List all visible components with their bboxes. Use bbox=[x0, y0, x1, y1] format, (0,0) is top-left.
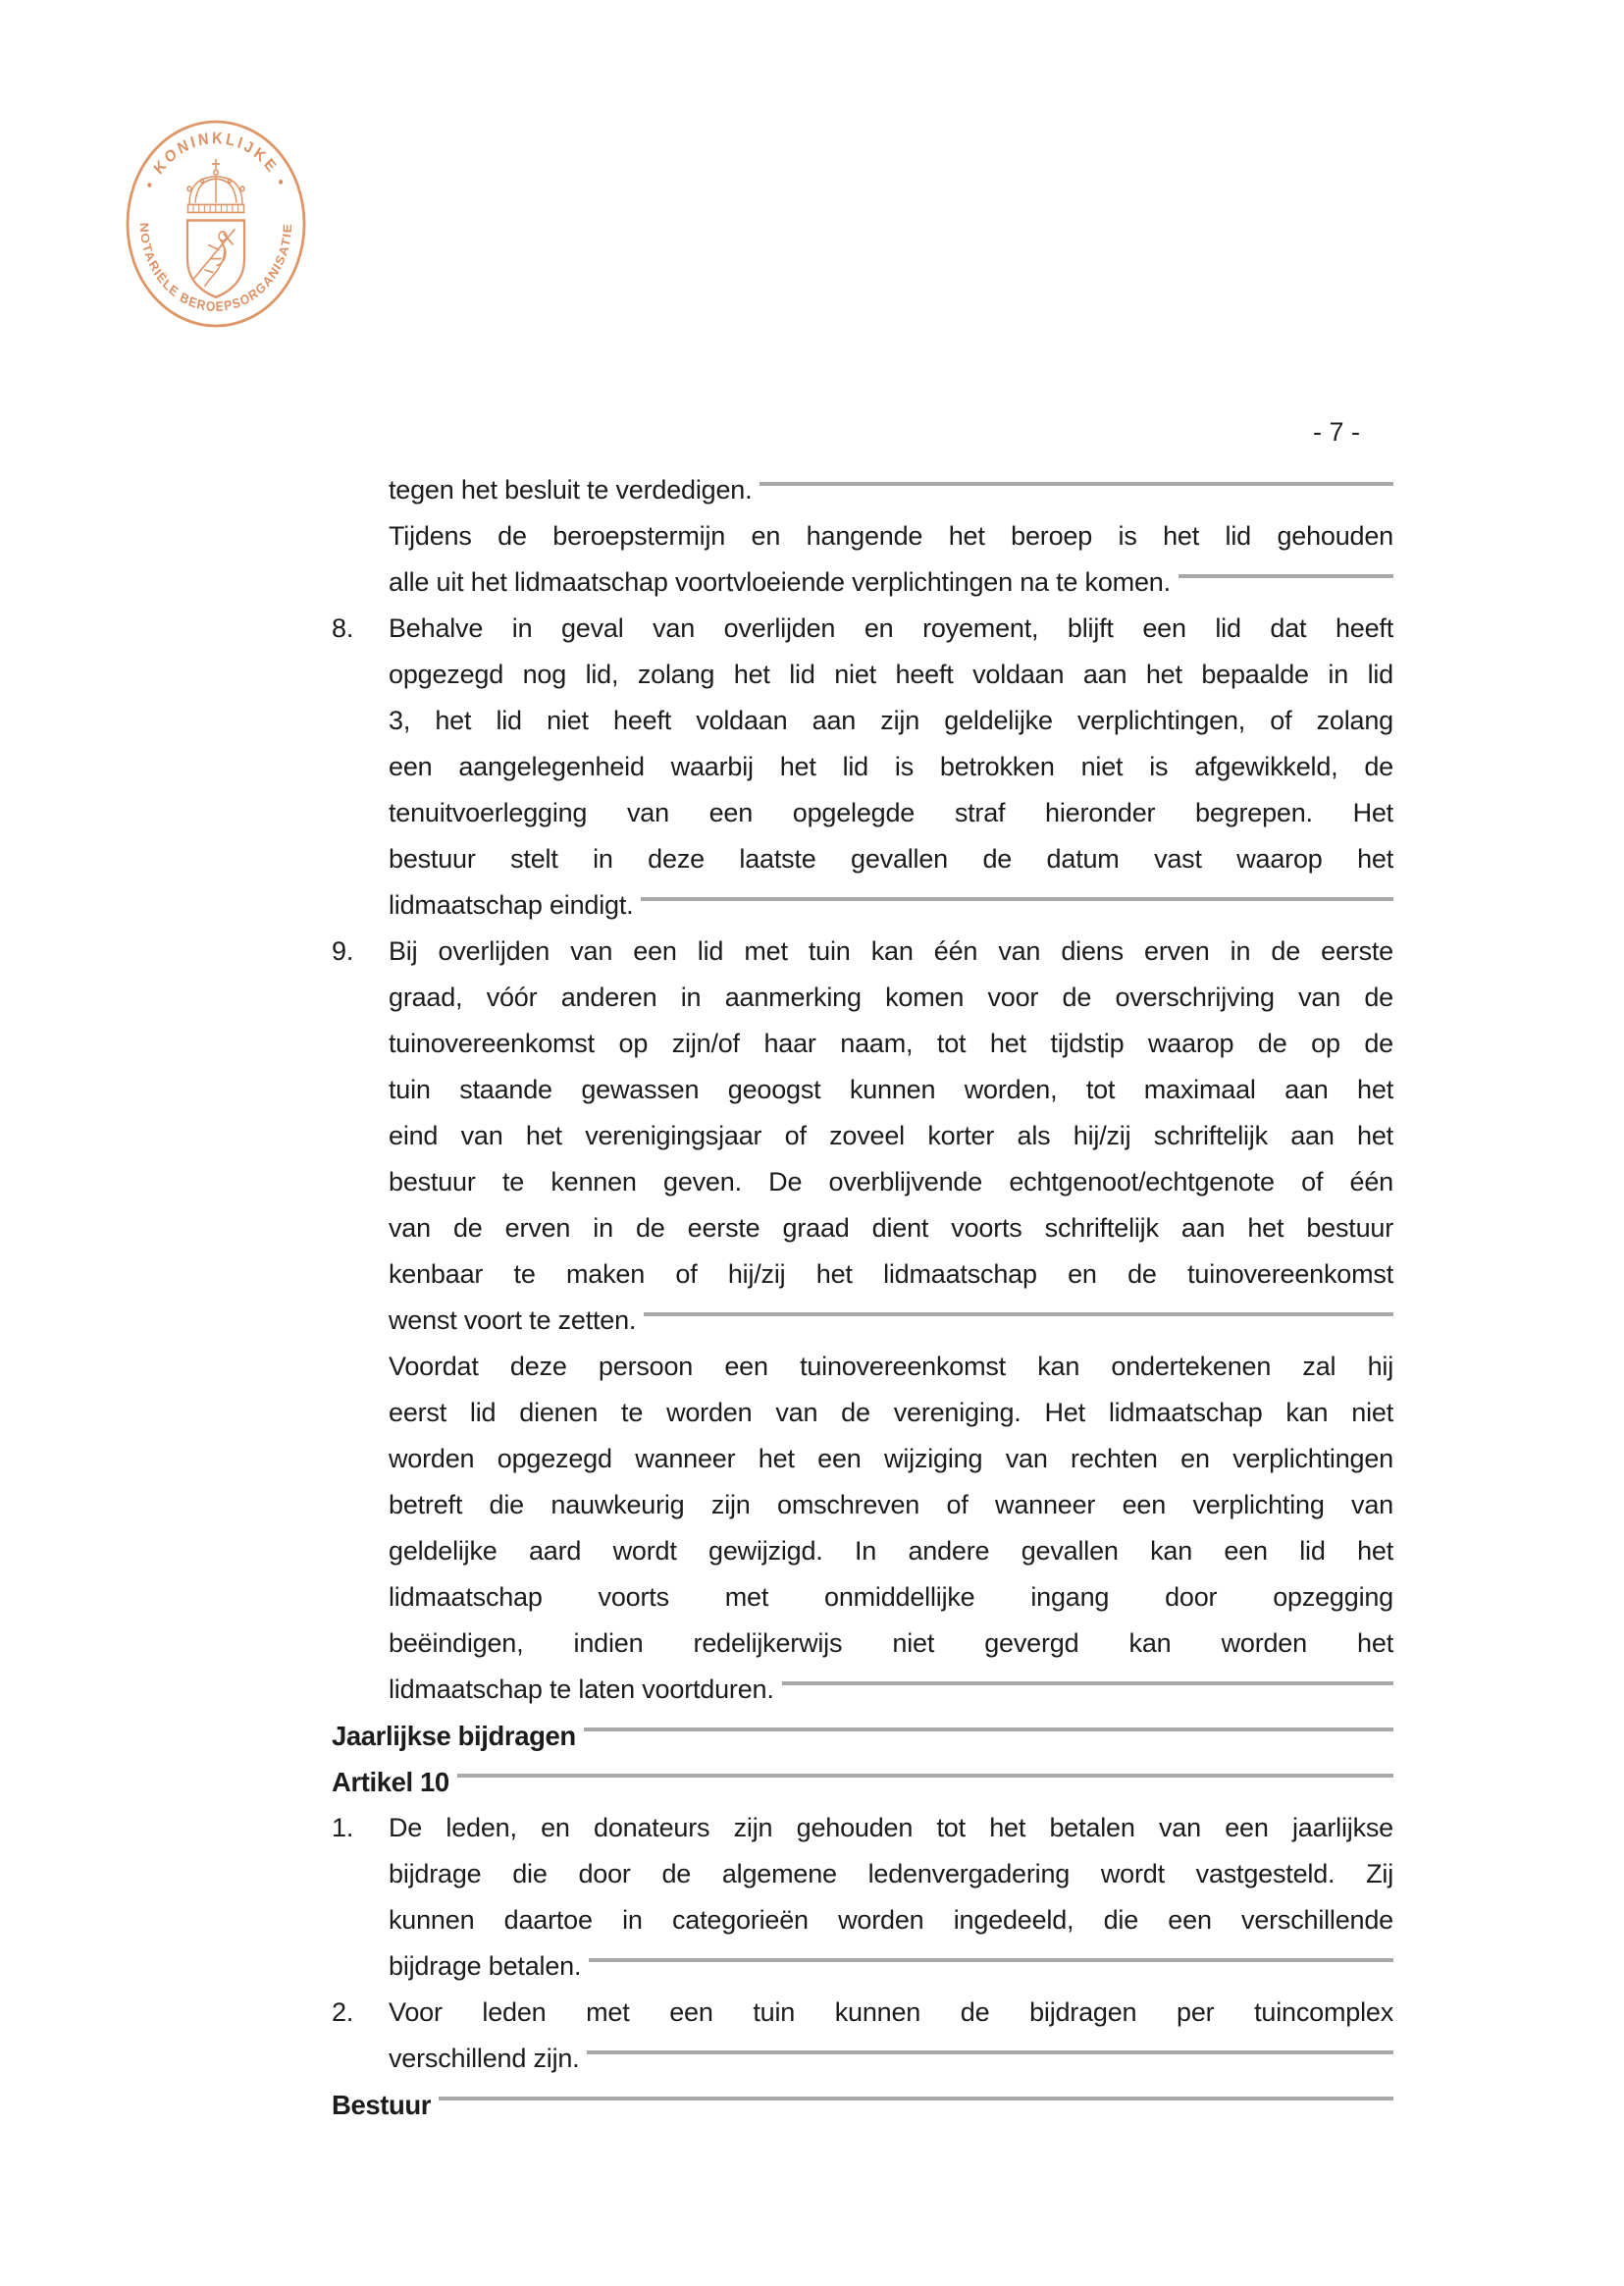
heading-text: Artikel 10 bbox=[332, 1767, 449, 1797]
line-text: een aangelegenheid waarbij het lid is betrokken niet is afgewikkeld, de bbox=[389, 752, 1393, 781]
text-line bbox=[389, 1067, 1393, 1113]
line-text: tenuitvoerlegging van een opgelegde straf hieronder begrepen. Het bbox=[389, 798, 1393, 827]
line-text: beëindigen, indien redelijkerwijs niet gevergd kan worden het bbox=[389, 1628, 1393, 1658]
line-text: lidmaatschap eindigt. bbox=[389, 890, 634, 920]
line-text: eind van het verenigingsjaar of zoveel korter als hij/zij schriftelijk aan het bbox=[389, 1121, 1393, 1150]
line-text: opgezegd nog lid, zolang het lid niet heeft voldaan aan het bepaalde in lid bbox=[389, 660, 1393, 689]
text-line bbox=[389, 1251, 1393, 1298]
filler-line bbox=[439, 2097, 1393, 2100]
line-text: kenbaar te maken of hij/zij het lidmaatschap en de tuinovereenkomst bbox=[389, 1259, 1393, 1289]
text-line bbox=[389, 836, 1393, 882]
text-line bbox=[389, 1390, 1393, 1436]
text-line bbox=[389, 790, 1393, 836]
line-text: bestuur stelt in deze laatste gevallen de datum vast waarop het bbox=[389, 844, 1393, 874]
text-line bbox=[332, 1990, 1393, 2036]
seal-ring-bottom-text: NOTARIËLE BEROEPSORGANISATIE bbox=[137, 222, 294, 315]
text-line bbox=[389, 1205, 1393, 1251]
text-line bbox=[332, 606, 1393, 652]
heading-line bbox=[332, 1713, 1393, 1759]
text-line bbox=[389, 1621, 1393, 1667]
text-line bbox=[389, 1897, 1393, 1943]
line-text: tuin staande gewassen geoogst kunnen worden, tot maximaal aan het bbox=[389, 1075, 1393, 1104]
line-text: tuinovereenkomst op zijn/of haar naam, tot het tijdstip waarop de op de bbox=[389, 1029, 1393, 1058]
text-line bbox=[389, 975, 1393, 1021]
heading-text: Bestuur bbox=[332, 2090, 432, 2120]
line-text: wenst voort te zetten. bbox=[389, 1305, 637, 1335]
seal-shield-lion-icon bbox=[187, 221, 244, 297]
seal-ring-top-text: • KONINKLIJKE • bbox=[141, 130, 290, 192]
heading-line bbox=[332, 1759, 1393, 1805]
text-line bbox=[389, 1667, 1393, 1713]
line-text: kunnen daartoe in categorieën worden ingedeeld, die een verschillende bbox=[389, 1905, 1393, 1935]
item-number: 1. bbox=[332, 1813, 354, 1842]
filler-line bbox=[589, 1958, 1393, 1962]
item-number: 8. bbox=[332, 613, 354, 643]
text-line bbox=[389, 744, 1393, 790]
line-text: worden opgezegd wanneer het een wijziging van rechten en verplichtingen bbox=[389, 1444, 1393, 1473]
line-text: 3, het lid niet heeft voldaan aan zijn geldelijke verplichtingen, of zolang bbox=[389, 706, 1393, 735]
line-text: geldelijke aard wordt gewijzigd. In andere gevallen kan een lid het bbox=[389, 1536, 1393, 1566]
line-text: De leden, en donateurs zijn gehouden tot het betalen van een jaarlijkse bbox=[389, 1813, 1393, 1842]
heading-text: Jaarlijkse bijdragen bbox=[332, 1721, 576, 1751]
line-text: Voor leden met een tuin kunnen de bijdragen per tuincomplex bbox=[389, 1997, 1393, 2027]
text-line bbox=[389, 1851, 1393, 1897]
heading-line bbox=[332, 2082, 1393, 2128]
text-line bbox=[389, 1159, 1393, 1205]
text-line bbox=[389, 652, 1393, 698]
text-line bbox=[389, 513, 1393, 559]
text-line bbox=[389, 1021, 1393, 1067]
line-text: verschillend zijn. bbox=[389, 2044, 580, 2073]
line-text: Tijdens de beroepstermijn en hangende het beroep is het lid gehouden bbox=[389, 521, 1393, 551]
line-text: lidmaatschap te laten voortduren. bbox=[389, 1675, 774, 1704]
text-line bbox=[389, 1943, 1393, 1990]
text-line bbox=[389, 698, 1393, 744]
line-text: eerst lid dienen te worden van de vereniging. Het lidmaatschap kan niet bbox=[389, 1398, 1393, 1427]
line-text: Voordat deze persoon een tuinovereenkomst kan ondertekenen zal hij bbox=[389, 1352, 1393, 1381]
line-text: graad, vóór anderen in aanmerking komen voor de overschrijving van de bbox=[389, 983, 1393, 1012]
line-text: bijdrage die door de algemene ledenvergadering wordt vastgesteld. Zij bbox=[389, 1859, 1393, 1888]
line-text: alle uit het lidmaatschap voortvloeiende verplichtingen na te komen. bbox=[389, 567, 1171, 597]
line-text: lidmaatschap voorts met onmiddellijke ingang door opzegging bbox=[389, 1582, 1393, 1612]
line-text: Bij overlijden van een lid met tuin kan één van diens erven in de eerste bbox=[389, 936, 1393, 966]
text-line bbox=[389, 1528, 1393, 1574]
line-text: betreft die nauwkeurig zijn omschreven of wanneer een verplichting van bbox=[389, 1490, 1393, 1519]
text-line bbox=[389, 882, 1393, 929]
filler-line bbox=[782, 1681, 1393, 1685]
text-line bbox=[389, 1574, 1393, 1621]
text-line bbox=[389, 559, 1393, 606]
filler-line bbox=[1179, 574, 1393, 578]
text-line bbox=[332, 1805, 1393, 1851]
filler-line bbox=[457, 1774, 1393, 1778]
line-text: bijdrage betalen. bbox=[389, 1951, 582, 1981]
seal-outer-ring bbox=[128, 122, 304, 326]
filler-line bbox=[644, 1312, 1393, 1316]
line-text: van de erven in de eerste graad dient voorts schriftelijk aan het bestuur bbox=[389, 1213, 1393, 1243]
line-text: Behalve in geval van overlijden en royement, blijft een lid dat heeft bbox=[389, 613, 1393, 643]
text-line bbox=[389, 1298, 1393, 1344]
document-body bbox=[332, 467, 1393, 2128]
text-line bbox=[389, 467, 1393, 513]
filler-line bbox=[584, 1728, 1393, 1731]
item-number: 2. bbox=[332, 1997, 354, 2027]
text-line bbox=[389, 1113, 1393, 1159]
text-line bbox=[332, 929, 1393, 975]
line-text: bestuur te kennen geven. De overblijvende echtgenoot/echtgenote of één bbox=[389, 1167, 1393, 1196]
seal-crown-icon bbox=[187, 159, 244, 212]
text-line bbox=[389, 1344, 1393, 1390]
text-line bbox=[389, 1482, 1393, 1528]
line-text: tegen het besluit te verdedigen. bbox=[389, 475, 753, 505]
filler-line bbox=[587, 2050, 1393, 2054]
page-number: - 7 - bbox=[1312, 417, 1360, 447]
filler-line bbox=[760, 482, 1393, 486]
knb-seal-logo bbox=[125, 119, 307, 329]
text-line bbox=[389, 1436, 1393, 1482]
text-line bbox=[389, 2036, 1393, 2082]
item-number: 9. bbox=[332, 936, 354, 966]
filler-line bbox=[641, 897, 1393, 901]
